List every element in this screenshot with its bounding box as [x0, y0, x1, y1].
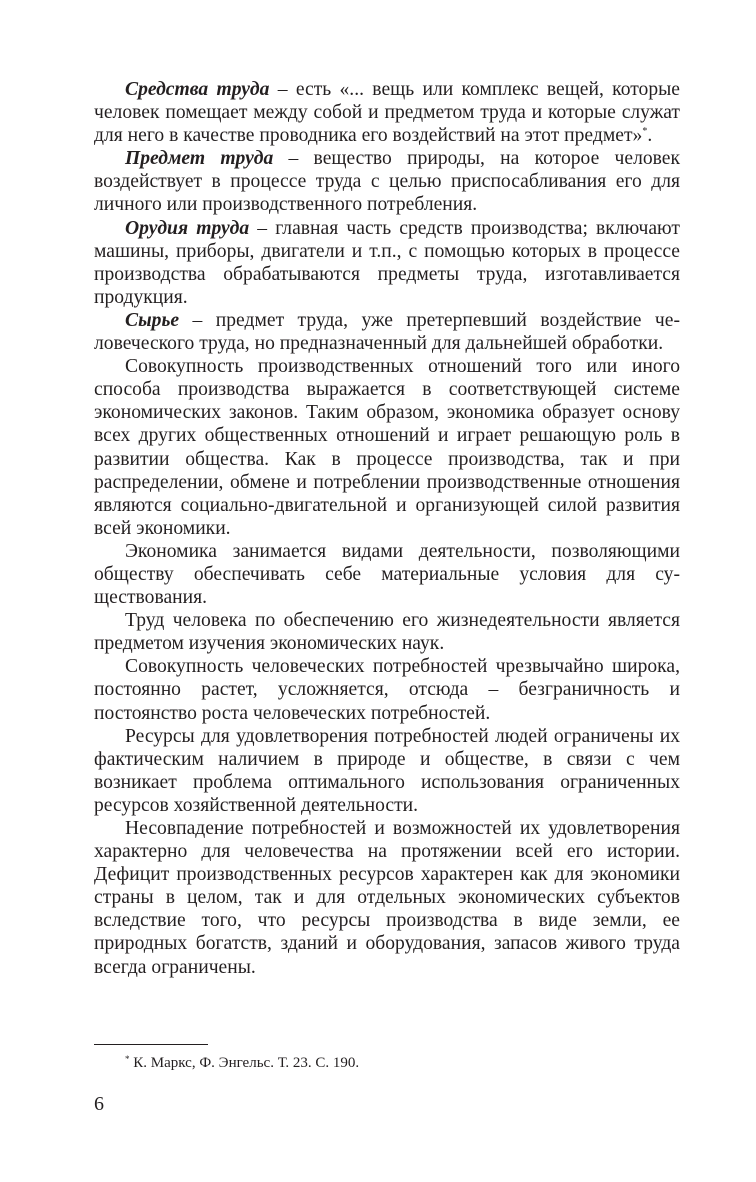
- footnote: [125, 1054, 359, 1072]
- definition-paragraph: [94, 78, 680, 147]
- term-label: Сырье: [125, 309, 180, 331]
- body-paragraph: Совокупность человеческих потребностей чрезвычайно широка, постоянно растет, усложняется, отсюда – безграничность и постоянство роста человеческих потребностей.: [94, 656, 680, 724]
- definition-text: – есть «... вещь или комплекс вещей, которые человек помещает между собой и предметом труда и которые служат для него в качестве проводника его воздействий на этот предмет»: [94, 79, 681, 147]
- definition-text: – главная часть средств производства; включают машины, приборы, двигатели и т.п., с помощью которых в процессе производства обрабатываются предметы труда, изготавливается продукция.: [94, 217, 680, 308]
- definition-paragraph: [94, 309, 680, 355]
- body-paragraph: Экономика занимается видами деятельности, позволяющими обществу обеспечивать себе материальные условия для существования.: [94, 540, 680, 609]
- term-label: Средства труда: [125, 79, 270, 100]
- body-text: [94, 78, 680, 979]
- term-label: Орудия труда: [125, 217, 250, 239]
- footnote-text: К. Маркс, Ф. Энгельс. Т. 23. С. 190.: [129, 1055, 360, 1071]
- body-paragraph: Труд человека по обеспечению его жизнедеятельности является предметом изучения экономических наук.: [94, 610, 680, 655]
- definition-text: – вещество природы, на которое человек воздействует в процессе труда с целью приспосабливания его для личного или производственного потребления.: [94, 148, 681, 216]
- term-label: Предмет труда: [125, 148, 274, 170]
- footnote-reference: *: [642, 126, 648, 138]
- footnote-divider: [94, 1044, 208, 1045]
- body-paragraph: Ресурсы для удовлетворения потребностей людей ограничены их фактическим наличием в природе и обществе, в связи с чем возникает проблема оптимального использования ограниченных ресурсов хозяйственной деятельности.: [94, 725, 680, 816]
- definition-paragraph: [94, 147, 680, 216]
- footnote-mark: *: [125, 1054, 130, 1064]
- body-paragraph: Несовпадение потребностей и возможностей их удовлетворения характерно для человечества на протяжении всей его истории. Дефицит производственных ресурсов характерен как для экономики страны в целом, так и для отдельных экономических субъектов вследствие того, что ресурсы производства в виде земли, ее природных богатств, зданий и оборудования, запасов живого труда всегда ограничены.: [94, 818, 680, 978]
- definition-text: – предмет труда, уже претерпевший воздействие человеческого труда, но предназначенный для дальнейшей обработки.: [94, 309, 680, 355]
- definition-text-end: .: [647, 125, 653, 147]
- page-number: 6: [94, 1093, 104, 1115]
- body-paragraph: Совокупность производственных отношений того или иного способа производства выражается в соответствующей системе экономических законов. Таким образом, экономика образует основу всех других общественных отношений и играет решающую роль в развитии общества. Как в процессе производства, так и при распределении, обмене и потреблении производственные отношения являются социально-двигательной и организующей силой развития всей экономики.: [94, 356, 680, 539]
- definition-paragraph: [94, 217, 680, 309]
